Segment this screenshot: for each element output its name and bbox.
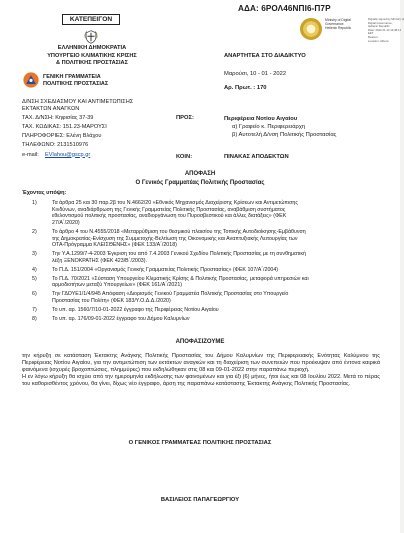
sender-info: Δ/ΝΣΗ ΣΧΕΔΙΑΣΜΟΥ ΚΑΙ ΑΝΤΙΜΕΤΩΠΙΣΗΣ ΕΚΤΑΚΤΩΝ ΑΝΑΓΚΩΝ ΤΑΧ. Δ/ΝΣΗ: Κηφισίας 37-39 ΤΑΧ. ΚΩΔΙΚΑΣ: 151.23-ΜΑΡΟΥΣΙ ΠΛΗΡΟΦΟΡΙΕΣ: Ελένη Βλάχου ΤΗΛΕΦΩΝΟ: 2131510976 e-mail: EVlahou@gscp.gr [22,99,134,158]
digital-signature-stamp [300,16,404,60]
list-item: 8) Το υπ. αρ. 176/09-01-2022 έγγραφο του Δήμου Καλυμνίων [32,315,190,322]
email-link[interactable]: EVlahou@gscp.gr [45,151,91,158]
list-item: 1) Τα άρθρα 25 και 30 παρ.2β του Ν.4662/20 «Εθνικός Μηχανισμός Διαχείρισης Κρίσεων και Αντιμετώπισης Κινδύνων, αναδιάρθρωση της Γενικής Γραμματείας Πολιτικής Προστασίας, αναβάθμιση συστήματος εθελοντισμού πολιτικής προστασίας, αναδιοργάνωση του Πυροσβεστικού και άλλες διατάξεις» (ΦΕΚ 27/Α΄/2020) [32,200,298,227]
cc-label: ΚΟΙΝ: [176,154,193,160]
recipients: Περιφέρεια Νοτίου Αιγαίου α) Γραφείο κ. Περιφερειάρχη β) Αυτοτελή Δ/νση Πολιτικής Προστασίας [224,116,337,138]
decision-paragraph-2: Η εν λόγω κήρυξη θα ισχύει από την ημερομηνία εκδήλωσης των φαινομένων και για έξι (6) μήνες, ήτοι έως και 08 Ιουλίου 2022. Μετά το πέρας του καθορισθέντος χρόνου, θα γίνει, δίχως νέο έγγραφο, άρση της παραπάνω κατάστασης Έκτακτης Ανάγκης Πολιτικής Προστασίας. [22,374,380,388]
urgent-label: ΚΑΤΕΠΕΙΓΟΝ [62,14,120,25]
considering-heading: Έχοντας υπόψη: [22,190,67,196]
decision-paragraph-1: την κήρυξη σε κατάσταση Έκτακτης Ανάγκης Πολιτικής Προστασίας του Δήμου Καλυμνίων της Περιφερειακής Ενότητας Καλύμνου της Περιφέρειας Νοτίου Αιγαίου, για την αντιμετώπιση των εκτάκτων αναγκών και τη διαχείριση των συνεπειών που προέκυψαν από έντονα καιρικά φαινόμενα (ισχυρές βροχοπτώσεις, πλημμύρες) που εκδηλώθηκαν στις 08 και 09-01-2022 στην παραπάνω περιοχή. [22,353,380,374]
ministry-heading: ΥΠΟΥΡΓΕΙΟ ΚΛΙΜΑΤΙΚΗΣ ΚΡΙΣΗΣ & ΠΟΛΙΤΙΚΗΣ ΠΡΟΣΤΑΣΙΑΣ [47,53,137,66]
signatory-name: ΒΑΣΙΛΕΙΟΣ ΠΑΠΑΓΕΩΡΓΙΟΥ [160,497,240,503]
list-item: 2) Το άρθρο 4 του Ν.4555/2018 «Μεταρρύθμιση του θεσμικού πλαισίου της Τοπικής Αυτοδιοίκησης-Εμβάθυνση της Δημοκρατίας-Ενίσχυση της Συμμετοχής-Βελτίωση της Οικονομικής και Αναπτυξιακής Λειτουργίας των ΟΤΑ-Πρόγραμμα ΚΛΕΙΣΘΕΝΗΣ» (ΦΕΚ 133/Α΄/2018) [32,229,306,249]
to-label: ΠΡΟΣ: [176,115,194,121]
protocol-number: Αρ. Πρωτ. : 170 [224,85,267,91]
ada-code: ΑΔΑ: 6ΡΟΛ46ΝΠΙ6-Π7Ρ [238,4,331,13]
list-item: 5) Το Π.Δ. 70/2021 «Σύσταση Υπουργείου Κλιματικής Κρίσης & Πολιτικής Προστασίας, μεταφορά υπηρεσιών και αρμοδιοτήτων μεταξύ Υπουργείων» (ΦΕΚ 161/Α΄/2021) [32,275,309,289]
considerations-list [22,200,388,325]
signature-details: Digitally signed by Ministry of Digital Governance, Hellenic Republic Date: 2022.01.10 13:38:12 EET Reason: Location: Athens [368,17,404,43]
decision-text [22,353,380,388]
seal-icon [300,18,322,40]
signatory-role: Ο ΓΕΝΙΚΟΣ ΓΡΑΜΜΑΤΕΑΣ ΠΟΛΙΤΙΚΗΣ ΠΡΟΣΤΑΣΙΑΣ [128,440,272,446]
decide-heading: ΑΠΟΦΑΣΙΖΟΥΜΕ [175,339,225,345]
civil-protection-logo-icon [23,72,39,88]
list-item: 4) Το Π.Δ. 151/2004 «Οργανισμός Γενικής Γραμματείας Πολιτικής Προστασίας» (ΦΕΚ 107/Α΄/2004) [32,266,279,273]
decision-title: ΑΠΟΦΑΣΗ [184,171,216,177]
place-date: Μαρούσι, 10 - 01 - 2022 [224,71,287,77]
list-item: 3) Την Υ.Α.1299/7-4-2003 Έγκριση του από 7.4.2003 Γενικού Σχεδίου Πολιτικής Προστασίας με τη συνθηματική λέξη ΞΕΝΟΚΡΑΤΗΣ (ΦΕΚ 423/Β΄/2003). [32,251,306,264]
cc-value: ΠΙΝΑΚΑΣ ΑΠΟΔΕΚΤΩΝ [224,154,289,160]
signature-issuer: Ministry of Digital Governance, Hellenic Republic [325,18,352,31]
decision-subtitle: Ο Γενικός Γραμματέας Πολιτικής Προστασίας [135,180,265,186]
greek-emblem-icon [84,30,98,44]
publish-notice: ΑΝΑΡΤΗΤΕΑ ΣΤΟ ΔΙΑΔΙΚΤΥΟ [224,53,306,59]
secretariat-heading: ΓΕΝΙΚΗ ΓΡΑΜΜΑΤΕΙΑ ΠΟΛΙΤΙΚΗΣ ΠΡΟΣΤΑΣΙΑΣ [43,74,109,87]
list-item: 6) Την ΓΔΟΥΕ1/1/4/945 Απόφαση «Διορισμός Γενικού Γραμματέα Πολιτικής Προστασίας στο Υπουργείο Προστασίας του Πολίτη» (ΦΕΚ 183/Υ.Ο.Δ.Δ./2020) [32,291,289,305]
republic-heading: ΕΛΛΗΝΙΚΗ ΔΗΜΟΚΡΑΤΙΑ [57,45,127,51]
list-item: 7) Το υπ. αρ. 1560/7/10-01-2022 έγγραφο της Περιφέρειας Νοτίου Αιγαίου [32,306,219,313]
